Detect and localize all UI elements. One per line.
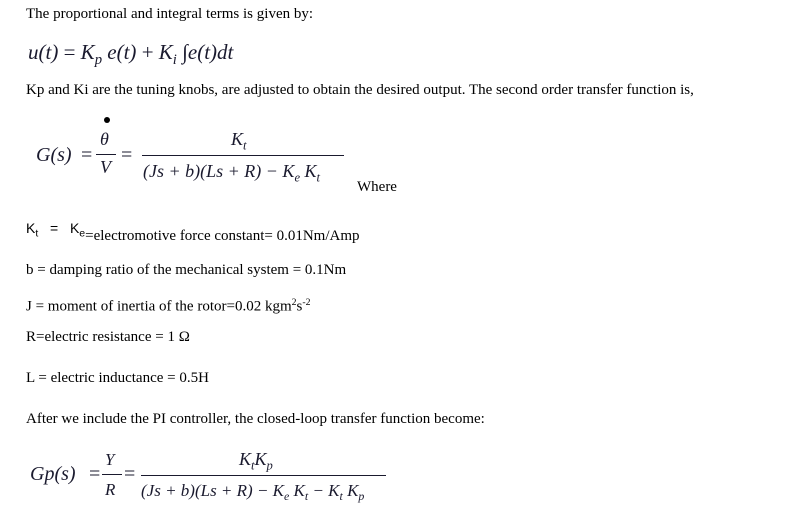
paragraph-closed-loop: After we include the PI controller, the closed-loop transfer function become: [26,411,485,427]
eq3-lhs: Gp(s) [30,463,76,485]
b-definition: b = damping ratio of the mechanical system = 0.1Nm [26,262,347,278]
paragraph-tuning: Kp and Ki are the tuning knobs, are adjusted to obtain the desired output. The second order transfer function is, [26,82,694,98]
eq2-den: $(Js + b)(Ls + R) - K_e$ $K_t$ [143,161,321,185]
r-definition: R=electric resistance = 1 Ω [26,329,190,345]
eq2-frac-bar-1 [96,154,116,155]
eq3-equals-1: = [89,463,101,485]
intro-text: The proportional and integral terms is given by: [26,6,314,22]
eq1-ki: K [158,40,173,64]
eq3-frac-bar-1 [102,474,122,475]
where-text: Where [357,179,397,195]
eq1-kp-sub: p [94,52,103,69]
j-definition: J = moment of inertia of the rotor=0.02 $kgm^2s^{-2}$ [26,297,311,315]
eq2-equals-1: = [81,144,93,166]
eq2-equals-2: = [121,144,133,166]
eq2-num-theta: θ [100,129,109,149]
eq1-term1: e(t) [107,40,137,64]
eq3-den-r: R [105,480,116,499]
integral-sign: ∫ [182,40,188,64]
eq2-num-kt: $K_t$ [231,129,247,153]
eq2-frac-bar-2 [142,155,344,156]
eq3-frac-bar-2 [141,475,386,476]
eq1-lhs: u(t) [28,40,59,64]
eq1-term2: e(t)dt [187,40,234,64]
l-definition: L = electric inductance = 0.5H [26,370,209,386]
eq3-num-y: Y [105,450,115,469]
eq3-den: $(Js + b)(Ls + R) - K_e$ $K_t - K_t$ $K_p$ [141,481,365,504]
eq1-equals: = [63,40,76,64]
pi-control-equation [28,40,233,69]
eq3-equals-2: = [124,463,136,485]
eq1-ki-sub: i [172,52,177,69]
eq3-num: $K_tK_p$ [239,449,273,473]
eq2-lhs: G(s) [36,144,72,166]
derivative-dot [104,117,110,123]
eq1-plus: + [141,40,154,64]
eq1-kp: K [80,40,95,64]
eq2-den-v: V [100,157,111,177]
kt-definition: $K_t$ = $K_e=electromotive$ force constant= 0.01Nm/Amp [26,220,360,244]
